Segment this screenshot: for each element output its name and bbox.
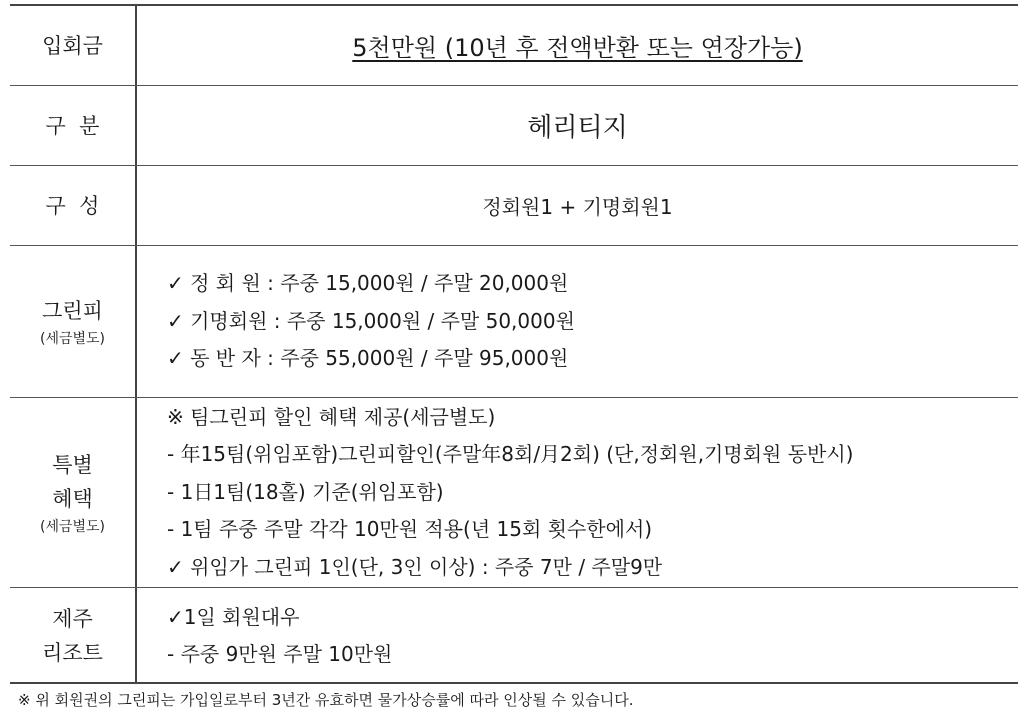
benefit-line: - 1팀 주중 주말 각각 10만원 적용(년 15회 횟수한에서)	[167, 517, 653, 542]
row-type	[10, 86, 1018, 166]
row-fee	[10, 6, 1018, 86]
greenfee-line: ✓ 정 회 원 : 주중 15,000원 / 주말 20,000원	[167, 271, 569, 296]
jeju-line: - 주중 9만원 주말 10만원	[167, 642, 393, 666]
label-jeju	[10, 588, 137, 684]
jeju-line: ✓1일 회원대우	[167, 604, 300, 629]
label-fee-text: 입회금	[42, 33, 103, 58]
label-jeju-text-2: 리조트	[42, 641, 103, 665]
greenfee-line: ✓ 동 반 자 : 주중 55,000원 / 주말 95,000원	[167, 346, 569, 371]
row-composition	[10, 166, 1018, 246]
label-greenfee-text: 그린피	[42, 298, 103, 323]
label-type	[10, 86, 137, 165]
label-greenfee-sub: (세금별도)	[39, 330, 106, 347]
label-benefit-text-1: 특별	[52, 452, 93, 477]
value-fee	[137, 6, 1018, 85]
label-fee	[10, 6, 137, 85]
label-benefit-text-2: 혜택	[52, 486, 93, 511]
footnote: ※ 위 회원권의 그린피는 가입일로부터 3년간 유효하면 물가상승률에 따라 인상될 수 있습니다.	[18, 691, 634, 709]
row-benefit	[10, 398, 1018, 588]
label-composition	[10, 166, 137, 245]
label-composition-text: 구 성	[45, 193, 100, 218]
label-benefit-sub: (세금별도)	[39, 518, 106, 535]
benefit-line: ※ 팀그린피 할인 혜택 제공(세금별도)	[167, 404, 496, 429]
row-jeju	[10, 588, 1018, 684]
value-benefit	[137, 398, 1018, 587]
value-composition	[137, 166, 1018, 245]
composition-text: 정회원1 + 기명회원1	[482, 195, 673, 219]
fee-text: 5천만원 (10년 후 전액반환 또는 연장가능)	[352, 34, 803, 62]
membership-table	[10, 4, 1018, 684]
benefit-line: - 年15팀(위임포함)그린피할인(주말年8회/月2회) (단,정회원,기명회원 동반시)	[167, 442, 854, 467]
greenfee-line: ✓ 기명회원 : 주중 15,000원 / 주말 50,000원	[167, 308, 575, 333]
value-type	[137, 86, 1018, 165]
value-jeju	[137, 588, 1018, 684]
label-type-text: 구 분	[45, 113, 100, 138]
label-benefit	[10, 398, 137, 587]
value-greenfee	[137, 246, 1018, 397]
benefit-line: - 1日1팀(18홀) 기준(위임포함)	[167, 479, 444, 504]
label-greenfee	[10, 246, 137, 397]
row-greenfee	[10, 246, 1018, 398]
label-jeju-text-1: 제주	[52, 607, 93, 631]
type-text: 헤리티지	[527, 113, 628, 143]
benefit-line: ✓ 위임가 그린피 1인(단, 3인 이상) : 주중 7만 / 주말9만	[167, 554, 663, 579]
